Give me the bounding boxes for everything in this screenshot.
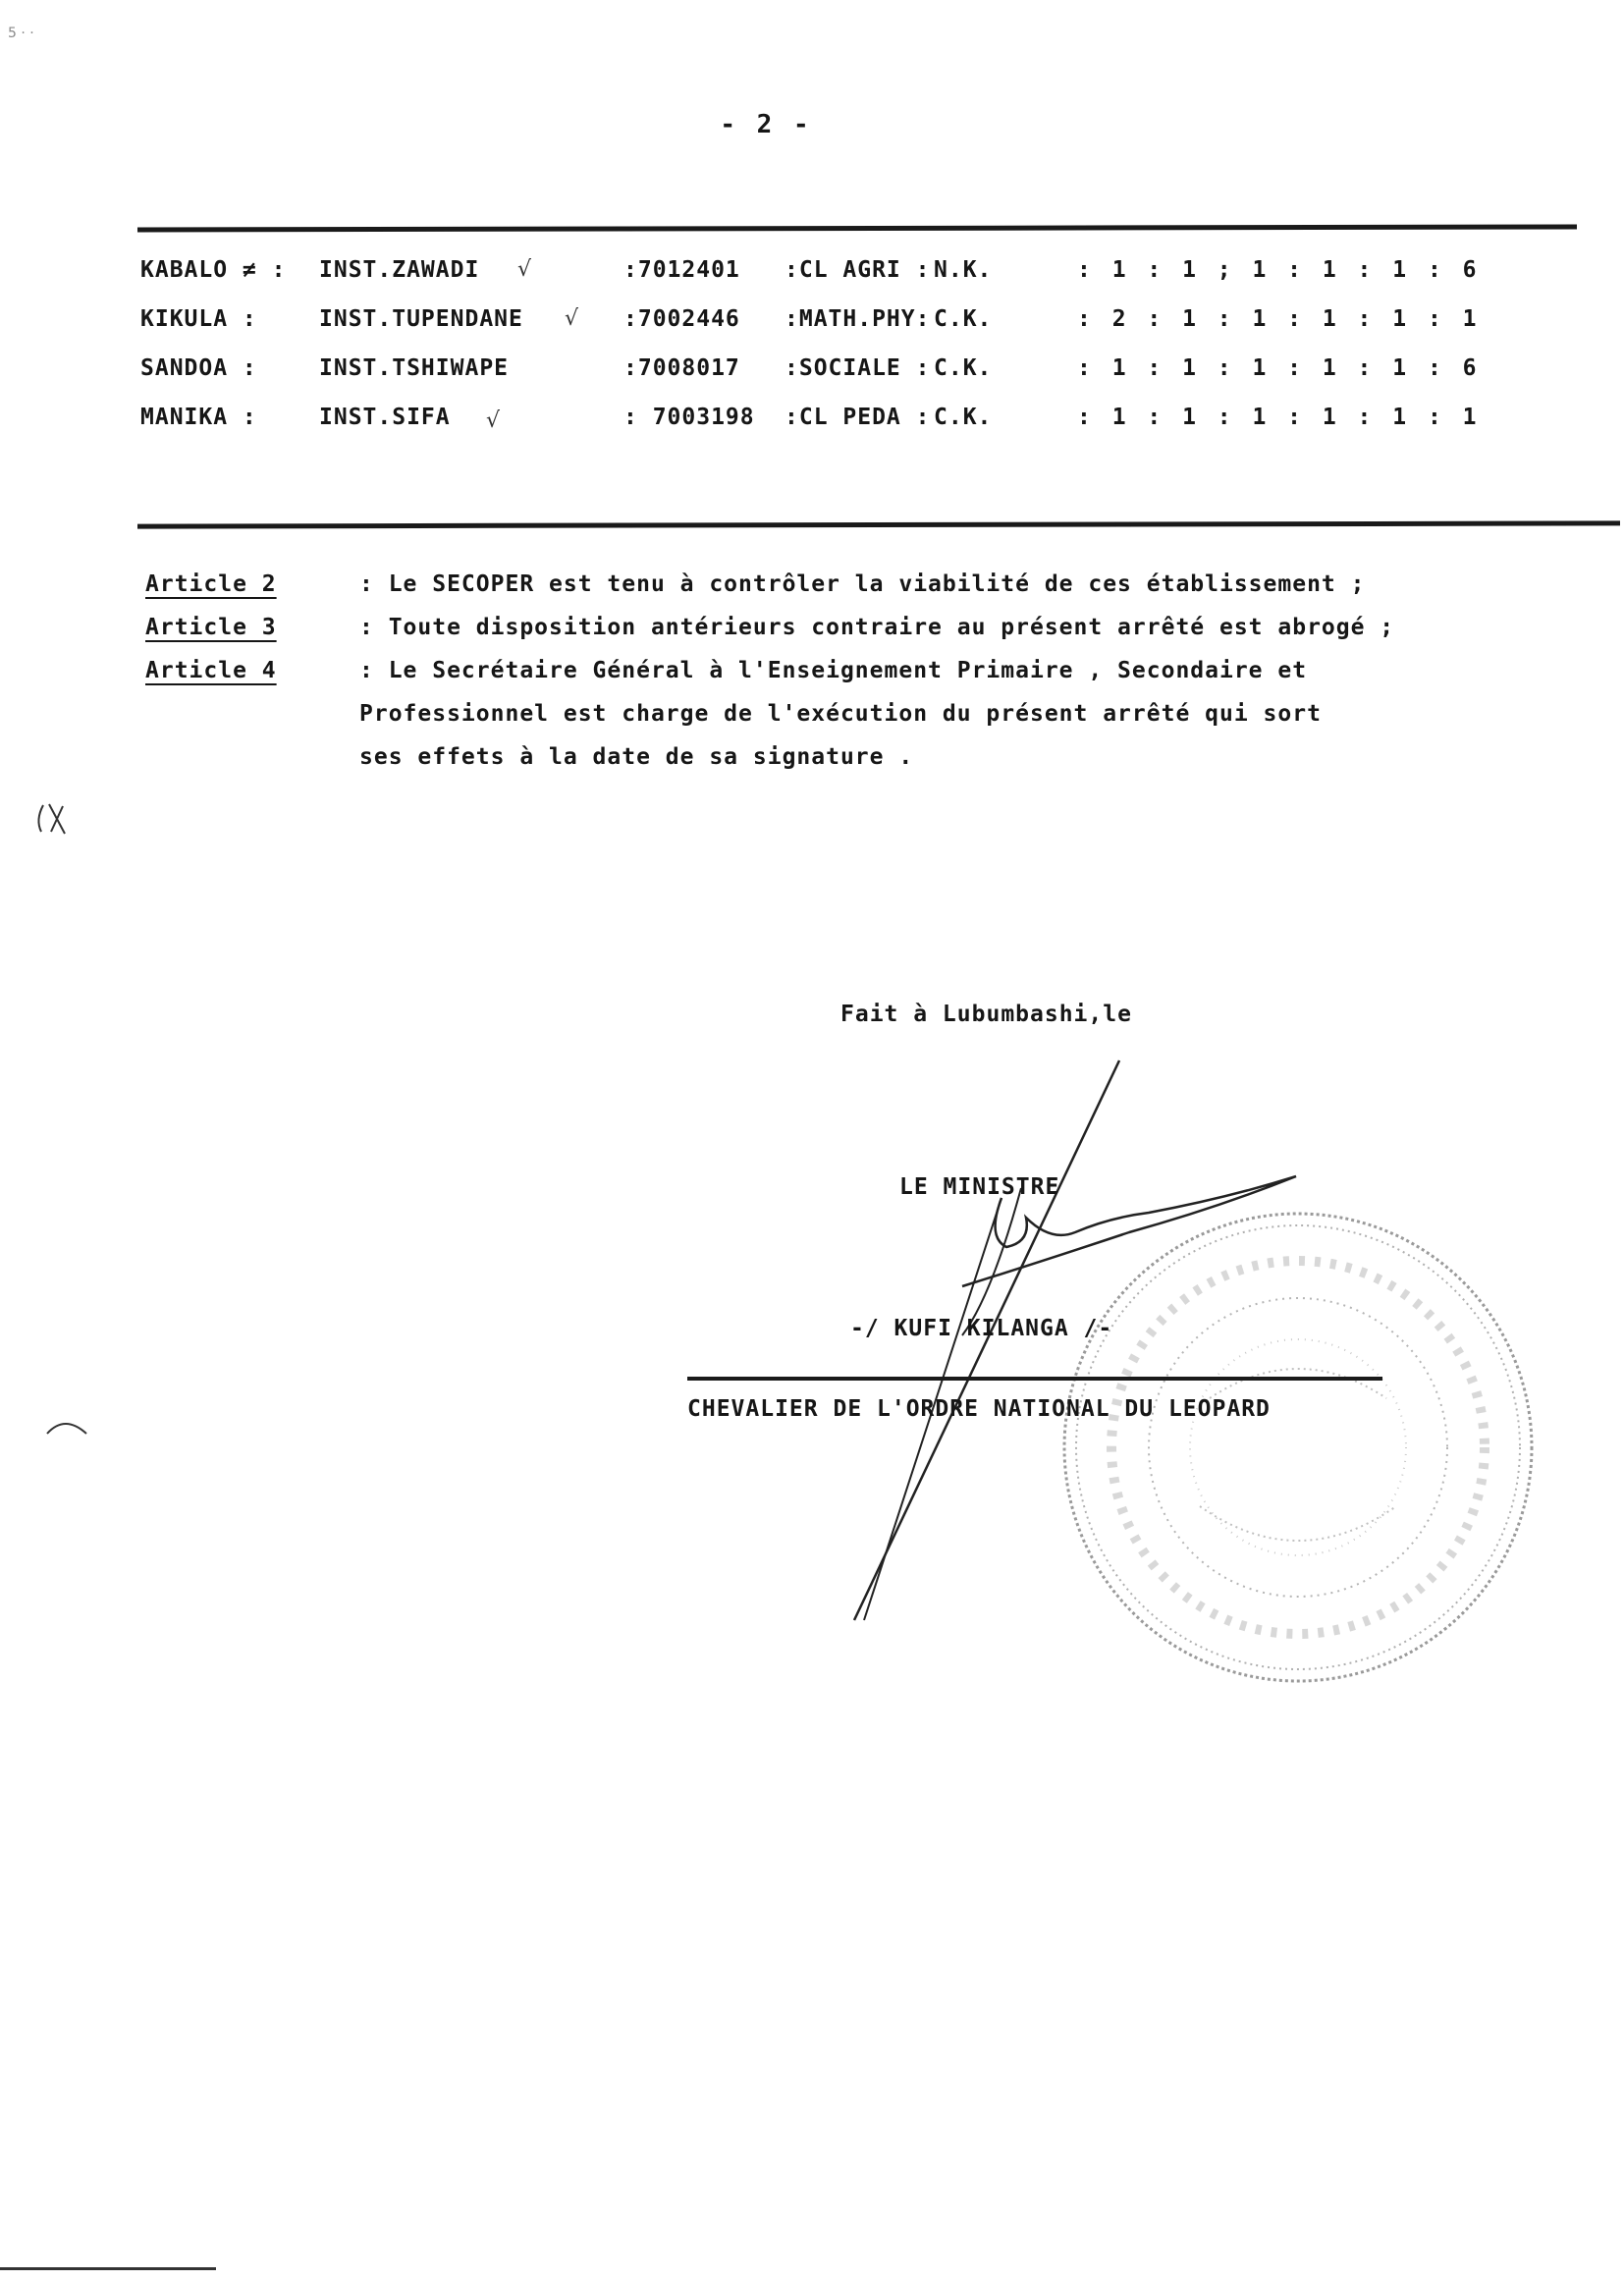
table-row (140, 391, 1535, 440)
zone-cell: KIKULA : (140, 306, 257, 332)
article-text-continued: Professionnel est charge de l'exécution du présent arrêté qui sort (359, 701, 1322, 727)
signatory-rank: CHEVALIER DE L'ORDRE NATIONAL DU LEOPARD (687, 1396, 1271, 1422)
check-mark-icon: √ (565, 306, 580, 331)
margin-scribble (43, 1412, 92, 1441)
option-cell: :SOCIALE : (785, 355, 931, 381)
code-cell: :7008017 (623, 355, 740, 381)
article-text: : Le SECOPER est tenu à contrôler la viabilité de ces établissement ; (359, 571, 1366, 597)
status-cell: C.K. (934, 306, 993, 332)
article-text: : Le Secrétaire Général à l'Enseignement Primaire , Secondaire et (359, 658, 1308, 683)
article-4 (145, 658, 1559, 770)
article-text-continued: ses effets à la date de sa signature . (359, 744, 914, 770)
signatory-title: LE MINISTRE (899, 1174, 1060, 1200)
code-cell: :7012401 (623, 257, 740, 283)
code-cell: : 7003198 (623, 405, 755, 430)
status-cell: C.K. (934, 405, 993, 430)
table-bottom-rule (137, 520, 1620, 528)
counts-cell: : 1 : 1 : 1 : 1 : 1 : 1 (1077, 405, 1481, 430)
signatory-name: -/ KUFI KILANGA /- (850, 1316, 1113, 1341)
zone-cell: KABALO ≠ : (140, 257, 287, 283)
school-cell: INST.TUPENDANE (319, 306, 523, 332)
article-2 (145, 571, 1559, 597)
article-text: : Toute disposition antérieurs contraire au présent arrêté est abrogé ; (359, 615, 1395, 640)
counts-cell: : 1 : 1 ; 1 : 1 : 1 : 6 (1077, 257, 1481, 283)
check-mark-icon: √ (486, 408, 502, 433)
code-cell: :7002446 (623, 306, 740, 332)
corner-mark: 5 · · (8, 26, 34, 41)
table-row (140, 244, 1535, 293)
zone-cell: SANDOA : (140, 355, 257, 381)
table-top-rule (137, 224, 1577, 232)
check-mark-icon: √ (517, 257, 533, 282)
signature-rule (687, 1377, 1382, 1381)
table-row (140, 293, 1535, 342)
school-cell: INST.SIFA (319, 405, 451, 430)
place-date: Fait à Lubumbashi,le (840, 1002, 1132, 1027)
table-row (140, 342, 1535, 391)
zone-cell: MANIKA : (140, 405, 257, 430)
articles-section (145, 571, 1559, 787)
article-label: Article 4 (145, 658, 277, 683)
signature-block (687, 1002, 1571, 1689)
page-number: - 2 - (720, 110, 812, 139)
article-3 (145, 615, 1559, 640)
article-label: Article 3 (145, 615, 277, 640)
school-table (140, 244, 1535, 440)
article-label: Article 2 (145, 571, 277, 597)
margin-scribble (33, 800, 73, 840)
option-cell: :CL AGRI : (785, 257, 931, 283)
status-cell: C.K. (934, 355, 993, 381)
counts-cell: : 1 : 1 : 1 : 1 : 1 : 6 (1077, 355, 1481, 381)
school-cell: INST.ZAWADI (319, 257, 480, 283)
school-cell: INST.TSHIWAPE (319, 355, 510, 381)
option-cell: :CL PEDA : (785, 405, 931, 430)
counts-cell: : 2 : 1 : 1 : 1 : 1 : 1 (1077, 306, 1481, 332)
bottom-edge-rule (0, 2267, 216, 2270)
option-cell: :MATH.PHY: (785, 306, 931, 332)
status-cell: N.K. (934, 257, 993, 283)
